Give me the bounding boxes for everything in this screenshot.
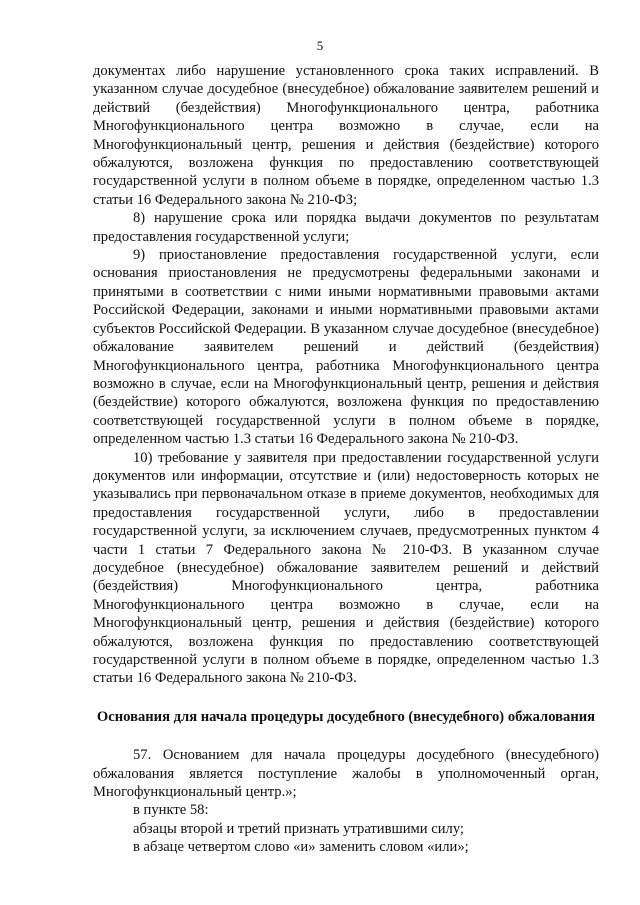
amendment-line-paragraphs-void: абзацы второй и третий признать утратившими силу; (133, 820, 464, 837)
paragraph-item-10: 10) требование у заявителя при предоставлении государственной услуги документов или информации, отсутствие и (или) недостоверность которых не указывались при первоначальном отказе в приеме документов, необходимых для предоставления государственной услуги, либо в предоставлении государственной услуги, за исключением случаев, предусмотренных пунктом 4 части 1 статьи 7 Федерального закона № 210-ФЗ. В указанном случае досудебное (внесудебное) обжалование заявителем решений и действий (бездействия) Многофункционального центра, работника Многофункционального центра возможно в случае, если на Многофункциональный центр, решения и действия (бездействие) которого обжалуются, возложена функция по предоставлению соответствующей государственной услуги в полном объеме в порядке, определенном частью 1.3 статьи 16 Федерального закона № 210-ФЗ. (93, 449, 599, 687)
amendment-line-word-replace: в абзаце четвертом слово «и» заменить словом «или»; (133, 839, 469, 856)
paragraph-57: 57. Основанием для начала процедуры досудебного (внесудебного) обжалования является поступление жалобы в уполномоченный орган, Многофункциональный центр.»; (93, 747, 599, 801)
paragraph-continuation: документах либо нарушение установленного срока таких исправлений. В указанном случае досудебное (внесудебное) обжалование заявителем решений и действий (бездействия) Многофункционального центра, работника Многофункционального центра возможно в случае, если на Многофункциональный центр, решения и действия (бездействие) которого обжалуются, возложена функция по предоставлению соответствующей государственной услуги в полном объеме в порядке, определенном частью 1.3 статьи 16 Федерального закона № 210-ФЗ; (93, 63, 599, 208)
section-heading: Основания для начала процедуры досудебного (внесудебного) обжалования (96, 708, 596, 725)
document-body (93, 62, 599, 857)
paragraph-item-8: 8) нарушение срока или порядка выдачи документов по результатам предоставления государственной услуги; (93, 210, 599, 245)
page-number: 5 (316, 38, 324, 53)
amendment-line-point-58: в пункте 58: (133, 802, 209, 819)
paragraph-item-9: 9) приостановление предоставления государственной услуги, если основания приостановления не предусмотрены федеральными законами и принятыми в соответствии с ними иными нормативными правовыми актами Российской Федерации, законами и иными нормативными правовыми актами субъектов Российской Федерации. В указанном случае досудебное (внесудебное) обжалование заявителем решений и действий (бездействия) Многофункционального центра, работника Многофункционального центра возможно в случае, если на Многофункциональный центр, решения и действия (бездействие) которого обжалуются, возложена функция по предоставлению соответствующей государственной услуги в полном объеме в порядке, определенном частью 1.3 статьи 16 Федерального закона № 210-ФЗ. (93, 247, 599, 448)
